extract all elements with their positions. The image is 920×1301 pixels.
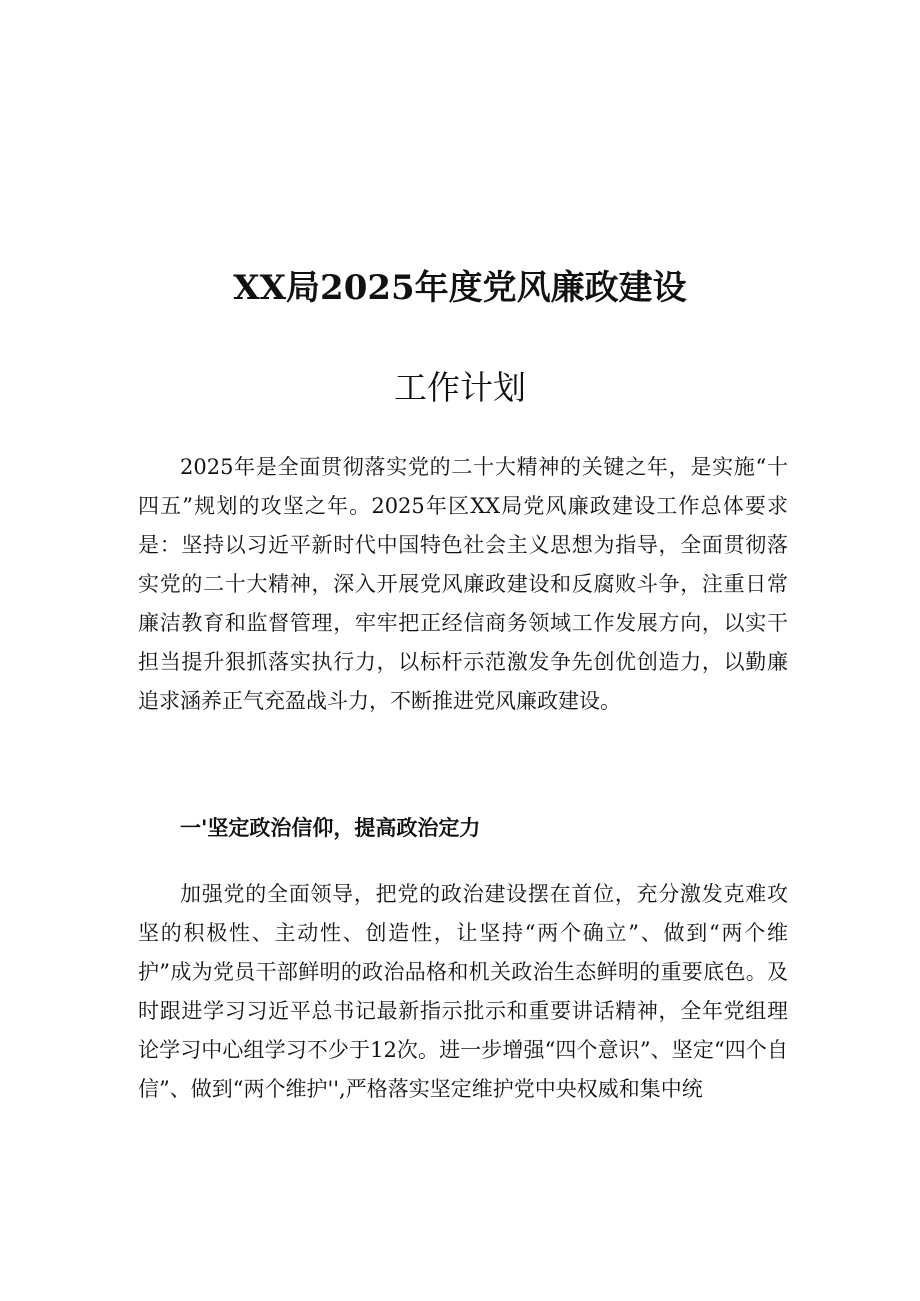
- section-heading-1: 一'坚定政治信仰，提高政治定力: [180, 816, 481, 840]
- document-title-line-1: XX局2025年度党风廉政建设: [233, 268, 687, 308]
- paragraph-intro: 2025年是全面贯彻落实党的二十大精神的关键之年，是实施“十四五”规划的攻坚之年。2025年区XX局党风廉政建设工作总体要求是：坚持以习近平新时代中国特色社会主义思想为指导，全面贯彻落实党的二十大精神，深入开展党风廉政建设和反腐败斗争，注重日常廉洁教育和监督管理，牢牢把正经信商务领域工作发展方向，以实干担当提升狠抓落实执行力，以标杆示范激发争先创优创造力，以勤廉追求涵养正气充盈战斗力，不断推进党风廉政建设。: [138, 455, 788, 713]
- paragraph-section-1: 加强党的全面领导，把党的政治建设摆在首位，充分激发克难攻坚的积极性、主动性、创造性，让坚持“两个确立”、做到“两个维护”成为党员干部鲜明的政治品格和机关政治生态鲜明的重要底色。及时跟进学习习近平总书记最新指示批示和重要讲话精神，全年党组理论学习中心组学习不少于12次。进一步增强“四个意识”、坚定“四个自信”、做到“两个维护'',严格落实坚定维护党中央权威和集中统: [138, 882, 788, 1101]
- document-title-line-2: 工作计划: [394, 368, 526, 407]
